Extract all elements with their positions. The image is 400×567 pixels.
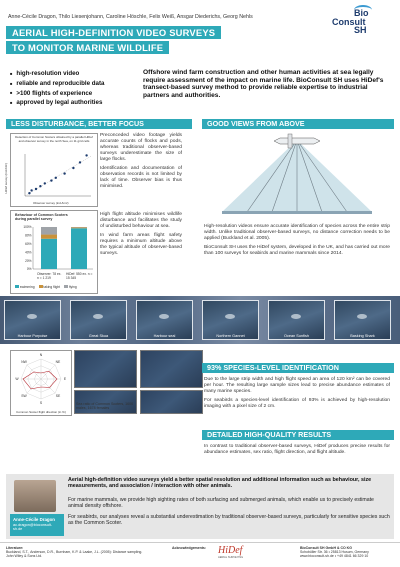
scatter-point [44, 182, 46, 184]
bioconsult-logo [332, 9, 388, 37]
scatter-point [79, 161, 81, 163]
photo-northern-gannet [202, 300, 259, 340]
bar-category-label: Observer: 78 ex. n = 1 219 [37, 272, 63, 281]
y-tick-label: 60% [25, 242, 32, 246]
views-text [204, 224, 390, 260]
contact-card [10, 514, 64, 536]
animal-shape [357, 314, 367, 319]
paragraph: Identification and documentation of observation records is not limited by lack of time. Observer bias is thus minimised. [100, 166, 182, 190]
photo-caption: Ocean Sunfish [269, 334, 324, 338]
scatter-point [72, 167, 74, 169]
section-heading-disturbance: LESS DISTURBANCE, BETTER FOCUS [6, 119, 192, 129]
radar-axis-label: S [40, 401, 43, 405]
aerial-caption: Sea ratio of Common Scoters, 1600 males, 1678 females [76, 402, 136, 411]
bar-segment [41, 235, 57, 239]
paragraph: Preconceded video footage yields accurate counts of flocks and pods, whereas traditional observer-based surveys underestimate the size of large flocks. [100, 133, 182, 163]
key-points [10, 70, 138, 109]
radar-spoke [41, 365, 55, 379]
animal-shape [291, 314, 301, 319]
radar-axis-label: SE [56, 394, 61, 398]
section-heading-results: DETAILED HIGH-QUALITY RESULTS [202, 430, 394, 440]
summary-mammals: For marine mammals, we provide high sighting rates of both surfacing and submerged animals, which enable us to precisely estimate animal density offshore. [68, 497, 390, 509]
sea-surface [222, 211, 372, 214]
disturbance-text-1 [100, 133, 182, 193]
scatter-point [55, 177, 57, 179]
section-heading-views: GOOD VIEWS FROM ABOVE [202, 119, 394, 129]
legend-label: taking flight [43, 285, 60, 289]
scatter-point [28, 192, 30, 194]
paragraph: For seabirds a species-level identification of 93% is achieved by high-resolution imaging with a pixel size of 2 cm. [204, 398, 390, 410]
scatter-ylabel: HiDef survey (ind./km²) [4, 163, 8, 194]
scatter-point [85, 154, 87, 156]
bar-segment [71, 228, 87, 269]
radar-spoke [41, 379, 55, 393]
scatter-chart [10, 133, 98, 207]
legend-swatch [64, 285, 68, 288]
y-tick-label: 0% [27, 267, 32, 271]
bar-category-label: HiDef: 550 ex. n = 15 345 [66, 272, 94, 281]
photo-harbour-seal [136, 300, 193, 340]
company-address: Schobüller Str. 36 • 25813 Husum, Germany [300, 550, 396, 554]
photo-caption: Harbour seal [137, 334, 192, 338]
summary-seabirds: For seabirds, our analyses reveal a substantial underestimation by traditional observer-based surveys, particularly for sensitive species such as the Common Scoter. [68, 514, 390, 526]
company-info [300, 546, 396, 558]
behaviour-title: Behaviour of Common Scoters during parallel survey [15, 213, 75, 222]
paragraph: Due to the large strip width and high flight speed an area of 120 km² can be covered per hour. The resulting large sample sizes lead to precise abundance estimates of many marine species. [204, 377, 390, 395]
radar-axis-label: N [40, 353, 43, 357]
radar-caption: Common Scoter flight direction (in %) [12, 410, 70, 414]
contact-email[interactable]: ac.dragon@bioconsult-sh.de [10, 523, 64, 531]
summary-box [6, 474, 394, 539]
footer [0, 542, 400, 567]
logo-line-1: Bio [332, 9, 388, 18]
aircraft-icon [274, 138, 320, 144]
hidef-logo [218, 546, 258, 559]
paragraph: High flight altitude minimises wildlife disturbance and facilitates the study of undisturbed behaviour at sea. [100, 212, 182, 230]
legend-swatch [39, 285, 43, 288]
title-line-2: TO MONITOR MARINE WILDLIFE [6, 41, 169, 54]
logo-swoosh-icon [354, 5, 372, 15]
scatter-point [35, 188, 37, 190]
animal-shape [27, 314, 37, 319]
section-heading-species: 93% SPECIES-LEVEL IDENTIFICATION [202, 363, 394, 373]
aerial-image [140, 390, 203, 414]
radar-plot [11, 351, 71, 407]
behaviour-legend [15, 285, 77, 289]
summary-lead: Aerial high-definition video surveys yield a better spatial resolution and additional information such as behaviour, size measurements, and association / interaction with other animals. [68, 477, 390, 490]
aerial-image [140, 350, 203, 388]
company-web[interactable]: www.bioconsult-sh.de • +49 4841 66 329 10 [300, 554, 396, 558]
bullet-item: ■ >100 flights of experience [10, 90, 138, 97]
hidef-tagline: AERIAL SURVEYING [218, 556, 258, 559]
animal-shape [93, 314, 103, 319]
scatter-point [30, 189, 32, 191]
scatter-xlabel: Observer survey (ind./km²) [33, 201, 69, 205]
photo-strip [0, 296, 400, 344]
legend-label: flying [69, 285, 77, 289]
author-photo [14, 480, 56, 512]
bar-segment [71, 227, 87, 228]
scatter-point [63, 172, 65, 174]
scatter-point [50, 179, 52, 181]
logo-line-2: Consult [332, 18, 388, 27]
title-line-1: AERIAL HIGH-DEFINITION VIDEO SURVEYS [6, 26, 221, 39]
species-text [204, 377, 390, 413]
disturbance-text-2 [100, 212, 182, 260]
photo-caption: Northern Gannet [203, 334, 258, 338]
paragraph: High-resolution videos ensure accurate identification of species across the entire strip width. Unlike traditional observer-based surveys, no distance correction needs to be applied (Buckland et al. 2005). [204, 224, 390, 242]
bar-segment [41, 227, 57, 235]
acknowledgements-label: Acknowledgements: [172, 546, 206, 550]
radar-axis-label: E [64, 377, 67, 381]
animal-shape [159, 314, 169, 319]
literature-label: Literature: [6, 546, 146, 550]
scatter-title: Detection of Common Scoters obtained by a parallel HiDef and observer survey in the north Sea, on 11 grid cells [15, 136, 93, 143]
photo-basking-shark [334, 300, 391, 340]
y-tick-label: 80% [25, 234, 32, 238]
scatter-point [39, 185, 41, 187]
bar-segment [41, 239, 57, 269]
y-tick-label: 100% [23, 225, 31, 229]
contact-name: Anne-Cécile Dragon [10, 514, 64, 523]
paragraph: In wind farm areas flight safety requires a minimum altitude above the typical altitude of observer-based surveys. [100, 233, 182, 257]
paragraph: In contrast to traditional observer-based surveys, HiDef produces precise results for abundance estimates, sex ratio, flight direction, and flight altitude. [204, 444, 390, 456]
legend-swatch [15, 285, 19, 288]
photo-great-skua [70, 300, 127, 340]
hidef-wordmark: HiDef [218, 546, 258, 556]
behaviour-chart [10, 210, 98, 294]
scatter-plot [11, 134, 97, 206]
radar-axis-label: SW [21, 394, 27, 398]
behaviour-bars [11, 211, 97, 293]
logo-line-3: SH [332, 26, 388, 35]
radar-axis-label: NW [21, 360, 27, 364]
y-tick-label: 20% [25, 259, 32, 263]
radar-axis-label: NE [56, 360, 61, 364]
company-name: BioConsult SH GmbH & CO KG [300, 546, 396, 550]
authors: Anne-Cécile Dragon, Thilo Liesenjohann, Caroline Höschle, Felix Weiß, Ansgar Diederichs, Georg Nehls [8, 14, 253, 20]
animal-shape [225, 314, 235, 319]
photo-caption: Harbour Porpoise [5, 334, 60, 338]
results-text [204, 444, 390, 459]
aerial-image [74, 350, 137, 388]
photo-harbour-porpoise [4, 300, 61, 340]
photo-ocean-sunfish [268, 300, 325, 340]
bullet-item: ■ approved by legal authorities [10, 99, 138, 106]
intro-text: Offshore wind farm construction and other human activities at sea legally require assessment of the impact on marine life. BioConsult SH uses HiDef's transect-based survey method to provide reliable expertise to industrial partners and authorities. [143, 69, 393, 99]
y-tick-label: 40% [25, 250, 32, 254]
aircraft-wing-icon [288, 134, 292, 148]
paragraph: BioConsult SH uses the HiDef system, developed in the UK, and has carried out more than 100 surveys for seabirds and marine mammals since 2014. [204, 245, 390, 257]
literature [6, 546, 146, 558]
photo-caption: Great Skua [71, 334, 126, 338]
radar-axis-label: W [15, 377, 19, 381]
photo-caption: Basking Shark [335, 334, 390, 338]
bullet-item: ■ reliable and reproducible data [10, 80, 138, 87]
legend-label: swimming [20, 285, 35, 289]
aircraft-camera-diagram [202, 132, 392, 222]
bullet-item: ■ high-resolution video [10, 70, 138, 77]
literature-text: Buckland, S.T., Anderson, D.R., Burnham, K.P. & Laake, J.L. (2005): Distance sampling. John Wiley & Sons Ltd. [6, 550, 146, 558]
radar-chart [10, 350, 72, 416]
